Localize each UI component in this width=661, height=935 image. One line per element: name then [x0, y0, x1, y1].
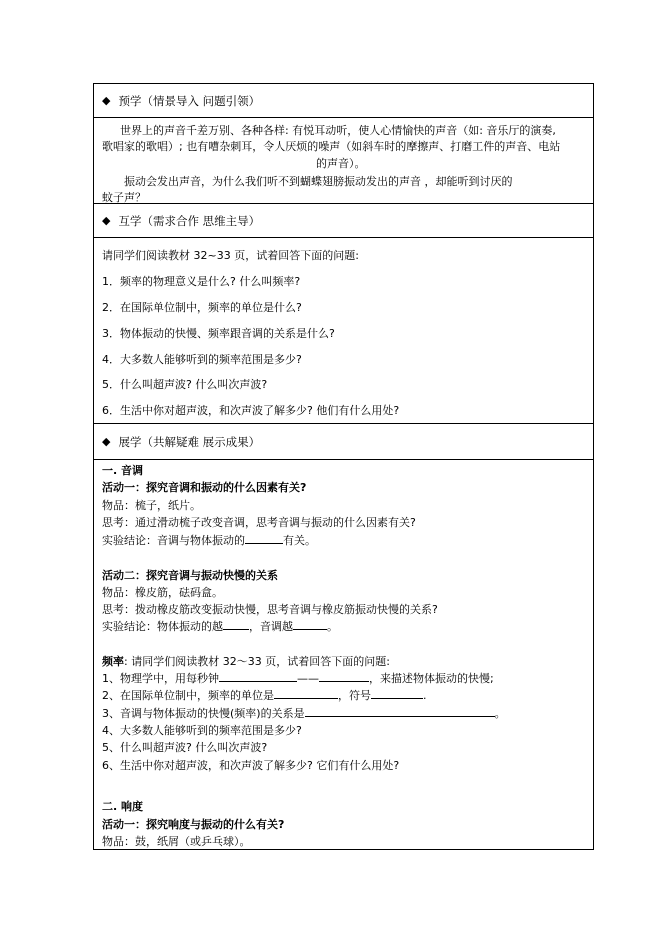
paragraph-line: 蚊子声？: [102, 191, 146, 204]
paragraph-line: 歌唱家的歌唱）; 也有嘈杂刺耳，令人厌烦的噪声（如斜车时的摩擦声、打磨工件的声音、电站: [102, 140, 561, 153]
fill-blank[interactable]: [305, 706, 495, 717]
question-item: 2．在国际单位制中，频率的单位是什么?: [102, 301, 302, 314]
fill-blank[interactable]: [293, 619, 327, 630]
diamond-bullet-icon: ◆: [102, 435, 111, 448]
question-item: 3．物体振动的快慢、频率跟音调的关系是什么?: [102, 327, 335, 340]
question-item: 5．什么叫超声波? 什么叫次声波?: [102, 378, 268, 391]
frequency-question: 1、物理学中，用每秒钟 —— ，来描述物体振动的快慢;: [102, 672, 494, 685]
activity-conclusion: 实验结论：物体振动的越 ，音调越 。: [102, 620, 338, 633]
section-body-showcase: [94, 460, 593, 849]
intro-text: 请同学们阅读教材 32~33 页，试着回答下面的问题:: [102, 249, 359, 262]
diamond-bullet-icon: ◆: [102, 214, 111, 227]
paragraph-line: 的声音）。: [316, 157, 366, 170]
activity-think: 思考：拨动橡皮筋改变振动快慢，思考音调与橡皮筋振动快慢的关系?: [102, 603, 438, 616]
frequency-question: 3、音调与物体振动的快慢(频率)的关系是 。: [102, 707, 506, 720]
fill-blank[interactable]: [223, 619, 249, 630]
worksheet-table: [93, 83, 594, 850]
frequency-question: 6、生活中你对超声波，和次声波了解多少? 它们有什么用处?: [102, 759, 400, 772]
section-header-showcase: [94, 424, 593, 460]
activity-conclusion: 实验结论：音调与物体振动的 有关。: [102, 534, 316, 547]
section-title: 互学（需求合作 思维主导）: [118, 213, 261, 228]
section-body-cooperate: [94, 238, 593, 424]
question-item: 4．大多数人能够听到的频率范围是多少?: [102, 353, 302, 366]
activity-items: 物品：鼓，纸屑（或乒乓球）。: [102, 835, 251, 848]
activity-items: 物品：梳子，纸片。: [102, 499, 201, 512]
fill-blank[interactable]: [274, 688, 338, 699]
paragraph-line: 世界上的声音千差万别、各种各样: 有悦耳动听，使人心情愉快的声音（如: 音乐厅的演奏,: [120, 124, 556, 137]
activity-items: 物品：橡皮筋，砝码盒。: [102, 586, 223, 599]
loudness-heading: 二. 响度: [102, 800, 144, 813]
paragraph-line: 振动会发出声音，为什么我们听不到蝴蝶翅膀振动发出的声音 ，却能听到讨厌的: [124, 175, 513, 188]
activity-title: 活动一：探究音调和振动的什么因素有关?: [102, 481, 307, 494]
pitch-heading: 一. 音调: [102, 464, 144, 477]
fill-blank[interactable]: [219, 671, 297, 682]
question-item: 1．频率的物理意义是什么? 什么叫频率?: [102, 275, 301, 288]
section-title: 展学（共解疑难 展示成果）: [118, 434, 261, 449]
section-header-preview: [94, 84, 593, 118]
question-item: 6．生活中你对超声波，和次声波了解多少? 他们有什么用处?: [102, 404, 400, 417]
activity-think: 思考：通过滑动梳子改变音调，思考音调与振动的什么因素有关?: [102, 516, 416, 529]
frequency-question: 2、在国际单位制中，频率的单位是 ，符号 .: [102, 689, 427, 702]
frequency-question: 4、大多数人能够听到的频率范围是多少?: [102, 724, 302, 737]
activity-title: 活动一：探究响度与振动的什么有关?: [102, 818, 285, 831]
fill-blank[interactable]: [319, 671, 369, 682]
section-header-cooperate: [94, 204, 593, 238]
fill-blank[interactable]: [245, 533, 283, 544]
section-body-preview: [94, 118, 593, 204]
frequency-question: 5、什么叫超声波? 什么叫次声波?: [102, 741, 268, 754]
diamond-bullet-icon: ◆: [102, 94, 111, 107]
activity-title: 活动二：探究音调与振动快慢的关系: [102, 569, 278, 582]
frequency-intro: 频率: 请同学们阅读教材 32～33 页，试着回答下面的问题:: [102, 655, 390, 668]
fill-blank[interactable]: [371, 688, 423, 699]
section-title: 预学（情景导入 问题引领）: [118, 93, 261, 108]
